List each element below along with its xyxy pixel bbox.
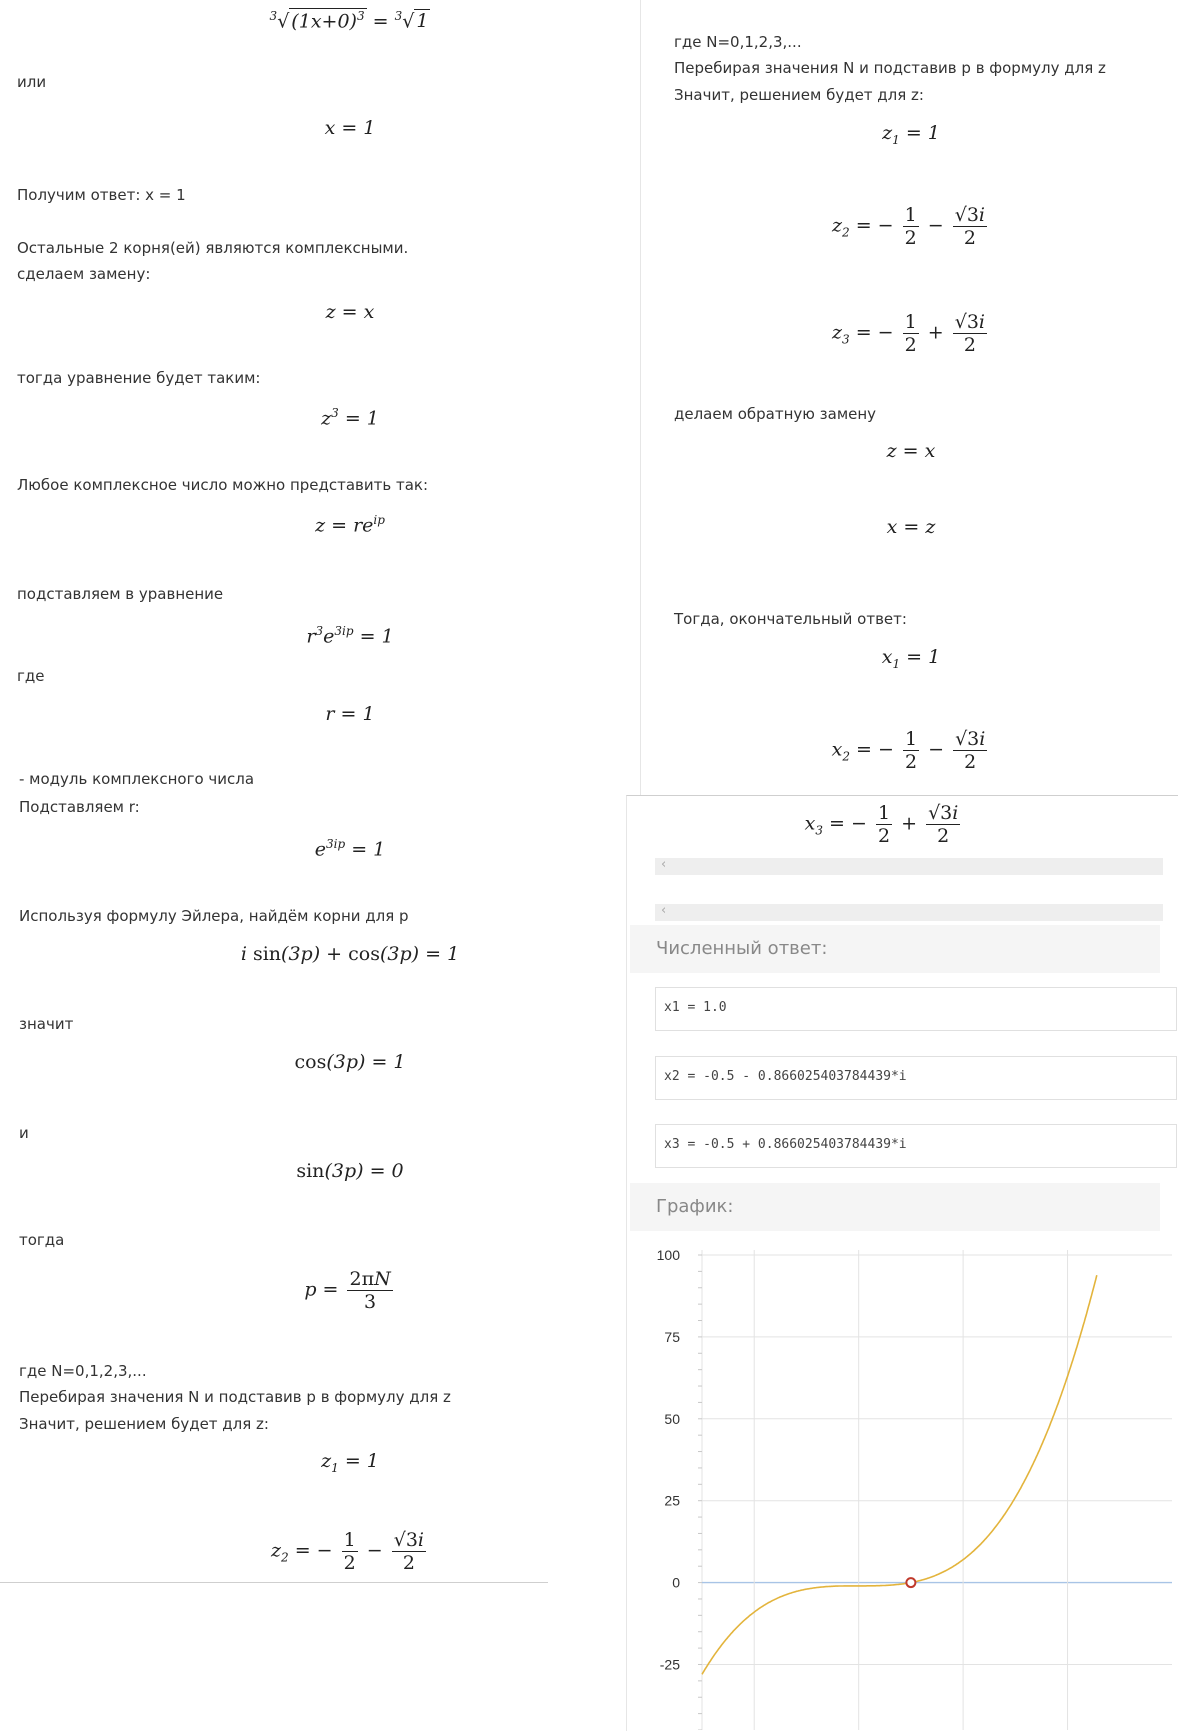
- y-tick-label: 75: [664, 1328, 680, 1345]
- text-ili: или: [17, 73, 47, 91]
- math-x-equals-z: x = z: [886, 516, 936, 538]
- numeric-answer-header: [630, 925, 1160, 973]
- math-p-formula: p = $\frac{2\pi N}{3}$: [304, 1268, 391, 1313]
- answer-x1-box[interactable]: [655, 987, 1177, 1031]
- text-gde-n-right: где N=0,1,2,3,...: [674, 33, 802, 51]
- text-perebiraya-right: Перебирая значения N и подставив p в формулу для z: [674, 59, 1106, 77]
- left-bottom-divider: [0, 1582, 548, 1583]
- text-resheniem-right: Значит, решением будет для z:: [674, 86, 924, 104]
- answer-x1: x1 = 1.0: [664, 1000, 727, 1015]
- answer-x3: x3 = -0.5 + 0.866025403784439*i: [664, 1137, 907, 1152]
- text-resheniem: Значит, решением будет для z:: [19, 1415, 269, 1433]
- text-gde-n: где N=0,1,2,3,...: [19, 1362, 147, 1380]
- graph-header: [630, 1183, 1160, 1231]
- math-z-cubed: $z^3 = 1$: [321, 406, 379, 430]
- text-i: и: [19, 1124, 29, 1142]
- text-any-complex: Любое комплексное число можно представить так:: [17, 476, 429, 494]
- horizontal-scrollbar[interactable]: [655, 858, 1163, 875]
- text-equation-becomes: тогда уравнение будет таким:: [17, 369, 261, 387]
- math-e3ip: $e^{3ip} = 1$: [314, 837, 386, 861]
- math-x1-final: $x_1 = 1$: [881, 646, 941, 671]
- text-euler: Используя формулу Эйлера, найдём корни для p: [19, 907, 409, 925]
- text-substitution: сделаем замену:: [17, 265, 151, 283]
- scroll-left-icon[interactable]: ‹: [661, 903, 667, 918]
- answer-x2-box[interactable]: [655, 1056, 1177, 1100]
- text-perebiraya: Перебирая значения N и подставив p в формулу для z: [19, 1388, 451, 1406]
- text-znachit: значит: [19, 1015, 74, 1033]
- y-tick-label: 50: [664, 1410, 680, 1427]
- text-answer-x1: Получим ответ: x = 1: [17, 186, 186, 204]
- math-z2-right: $z_2$ = − $\frac{1}{2}$ − $\frac{√3i}{2}$: [832, 204, 985, 249]
- math-z1: $z_1 = 1$: [321, 1450, 379, 1475]
- math-z-polar: $z = re^{ip}$: [315, 513, 385, 537]
- answer-x3-box[interactable]: [655, 1124, 1177, 1168]
- text-substitute-r: Подставляем r:: [19, 798, 140, 816]
- math-r3-e3ip: $r^3e^{3ip} = 1$: [306, 624, 394, 648]
- y-tick-label: 100: [656, 1247, 680, 1263]
- graph-title: График:: [656, 1196, 734, 1217]
- horizontal-scrollbar-2[interactable]: [655, 904, 1163, 921]
- scroll-left-icon[interactable]: ‹: [661, 857, 667, 872]
- y-tick-label: 0: [672, 1574, 680, 1591]
- answer-x2: x2 = -0.5 - 0.866025403784439*i: [664, 1069, 907, 1084]
- math-z2: $z_2$ = − $\frac{1}{2}$ − $\frac{√3i}{2}$: [271, 1529, 424, 1574]
- math-sin3p: sin(3p) = 0: [296, 1160, 404, 1182]
- math-cos3p: cos(3p) = 1: [294, 1051, 406, 1073]
- text-substitute-eq: подставляем в уравнение: [17, 585, 224, 603]
- function-graph[interactable]: [640, 1230, 1175, 1730]
- math-cube-root: $^3$√ $(1x+0)^3 = ^3√$ 1: [269, 9, 429, 33]
- solution-right-column: [640, 0, 1178, 800]
- math-x2-final: $x_2$ = − $\frac{1}{2}$ − $\frac{√3i}{2}$: [831, 728, 986, 773]
- numeric-answer-title: Численный ответ:: [656, 938, 828, 959]
- y-tick-label: 25: [664, 1492, 680, 1509]
- text-reverse-substitution: делаем обратную замену: [674, 405, 877, 423]
- root-point: [906, 1578, 915, 1587]
- math-z-equals-x: z = x: [325, 301, 375, 323]
- math-euler-form: i sin(3p) + cos(3p) = 1: [240, 943, 460, 965]
- text-togda: тогда: [19, 1231, 65, 1249]
- text-gde: где: [17, 667, 45, 685]
- math-z1-right: $z_1 = 1$: [882, 122, 940, 147]
- text-complex-roots: Остальные 2 корня(ей) являются комплексными.: [17, 239, 409, 257]
- math-z-equals-x-right: z = x: [886, 440, 936, 462]
- math-z3-right: $z_3$ = − $\frac{1}{2}$ + $\frac{√3i}{2}$: [832, 311, 985, 356]
- y-tick-label: -25: [659, 1656, 680, 1673]
- solution-left-column: [0, 0, 560, 1730]
- math-x3-final: $x_3$ = − $\frac{1}{2}$ + $\frac{√3i}{2}$: [804, 802, 959, 847]
- math-r-equals-1: r = 1: [325, 703, 375, 725]
- text-final-answer: Тогда, окончательный ответ:: [674, 610, 907, 628]
- math-x-equals-1: x = 1: [324, 117, 376, 139]
- text-modulus: - модуль комплексного числа: [19, 770, 255, 788]
- function-curve: [702, 1275, 1097, 1674]
